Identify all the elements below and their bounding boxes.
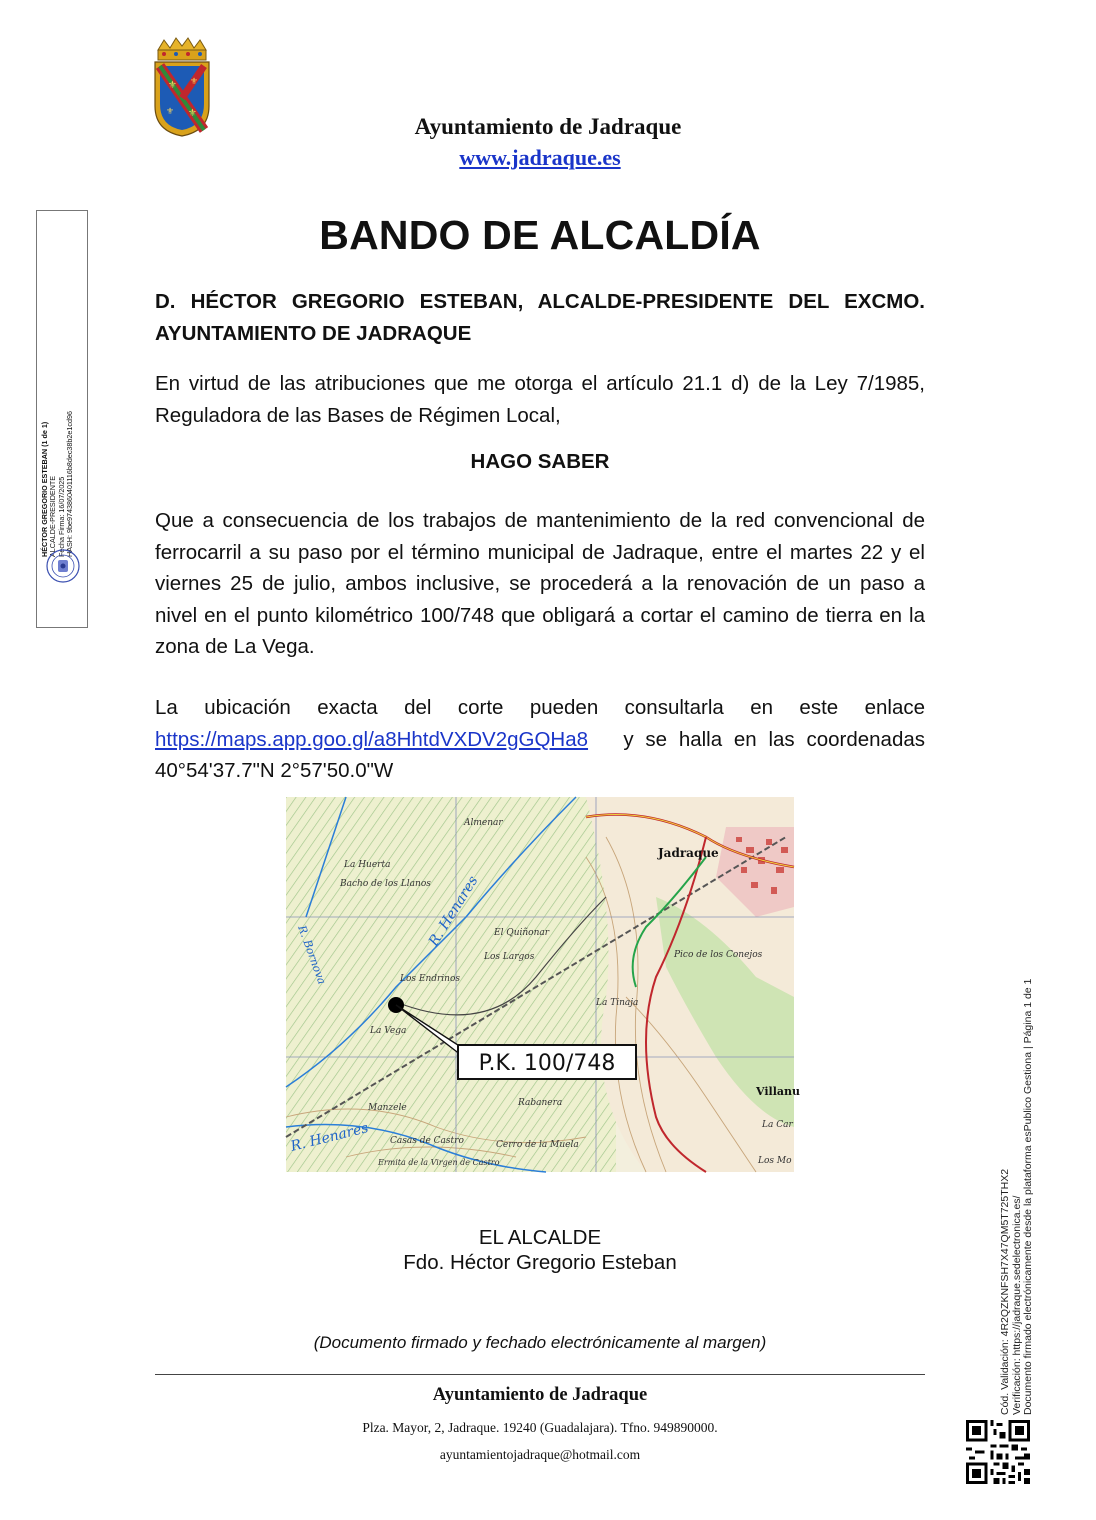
map-label-casas: Casas de Castro [390,1136,464,1146]
map-label-rabanera: Rabanera [518,1098,563,1108]
location-map [286,797,800,1172]
map-label-muela: Cerro de la Muela [496,1140,579,1150]
map-label-virgen: Ermita de la Virgen de Castro [378,1158,500,1167]
svg-text:⚜: ⚜ [166,107,175,117]
hago-saber-heading: HAGO SABER [470,450,610,473]
map-label-llanos: Bacho de los Llanos [340,879,431,889]
validation-platform: Documento firmado electrónicamente desde la plataforma esPublico Gestiona | Página 1 de 1 [1022,978,1035,1415]
validation-verify[interactable]: Verificación: https://jadraque.sedelectronica.es/ [1010,1195,1023,1415]
map-callout-label: P.K. 100/748 [478,1051,616,1076]
intro-paragraph: En virtud de las atribuciones que me otorga el artículo 21.1 d) de la Ley 7/1985, Reguladora de las Bases de Régimen Local, [155,372,925,427]
signed-note: (Documento firmado y fechado electrónicamente al margen) [313,1333,767,1352]
validation-code: Cód. Validación: 4R2QZKNFSH7X47QM5T725THX2 [999,1168,1011,1415]
map-label-endrinos: Los Endrinos [400,974,461,984]
municipal-seal-icon [45,548,81,584]
qr-code-icon [966,1420,1030,1484]
map-label-pico: Pico de los Conejos [674,950,763,960]
svg-text:⚜: ⚜ [190,77,199,87]
mayor-heading: D. HÉCTOR GREGORIO ESTEBAN, ALCALDE-PRESIDENTE DEL EXCMO. AYUNTAMIENTO DE JADRAQUE [155,290,925,345]
signature-name: Fdo. Héctor Gregorio Esteban [403,1251,677,1274]
map-label-henares-south: R. Henares [289,1120,371,1155]
svg-text:⚜: ⚜ [168,80,177,91]
signature-role: EL ALCALDE [478,1226,602,1249]
sidebar-signer: HÉCTOR GREGORIO ESTEBAN (1 de 1) [40,421,49,557]
notice-paragraph: Que a consecuencia de los trabajos de mantenimiento de la red convencional de ferrocarril a su paso por el término municipal de Jadraque, entre el martes 22 y el viernes 25 de julio, ambos inclusive, se procederá a la renovación de un paso a nivel en el punto kilométrico 100/748 que obligará a cortar el camino de tierra en la zona de La Vega. [155,509,925,658]
location-paragraph [155,692,937,787]
map-label-molinos: Los Mo [758,1156,792,1166]
sidebar-date: Fecha Firma: 16/07/2025 [56,476,66,557]
map-label-vega: La Vega [370,1026,407,1036]
map-label-henares: R. Henares [425,873,482,950]
footer-email[interactable]: ayuntamientojadraque@hotmail.com [439,1447,641,1462]
map-label-carr: La Car [762,1120,793,1130]
sidebar-role: ALCALDE-PRESIDENTE [48,475,58,557]
map-label-bornova: R. Bornova [295,923,329,987]
map-label-largos: Los Largos [484,952,535,962]
document-title: BANDO DE ALCALDÍA [319,212,761,258]
map-label-town: Jadraque [658,846,719,860]
footer-address: Plza. Mayor, 2, Jadraque. 19240 (Guadalajara). Tfno. 949890000. [362,1420,718,1435]
map-label-huerta: La Huerta [344,860,391,870]
header-website-link[interactable]: www.jadraque.es [459,145,621,170]
map-label-monjas: Manzele [368,1103,407,1113]
maps-link[interactable]: https://maps.app.goo.gl/a8HhtdVXDV2gGQHa8 [155,727,589,751]
footer-org-name: Ayuntamiento de Jadraque [432,1385,648,1405]
map-label-villanueva: Villanu [756,1085,800,1098]
sidebar-hash: HASH: 9be9743860401116b8dec38b2e1cd96 [64,410,74,557]
footer-divider [155,1374,925,1375]
signature-sidebar [36,210,88,628]
location-text-after: y se halla en las coordenadas 40°54'37.7"N 2°57'50.0"W [155,727,937,782]
header-org-name: Ayuntamiento de Jadraque [414,114,682,139]
map-label-tinaja: La Tinaja [596,998,639,1008]
map-label-almenar: Almenar [464,818,503,828]
location-text-before: La ubicación exacta del corte pueden consultarla en este enlace [155,696,925,719]
svg-text:⚜: ⚜ [188,108,197,119]
map-label-quinonar: El Quiñonar [494,928,550,938]
